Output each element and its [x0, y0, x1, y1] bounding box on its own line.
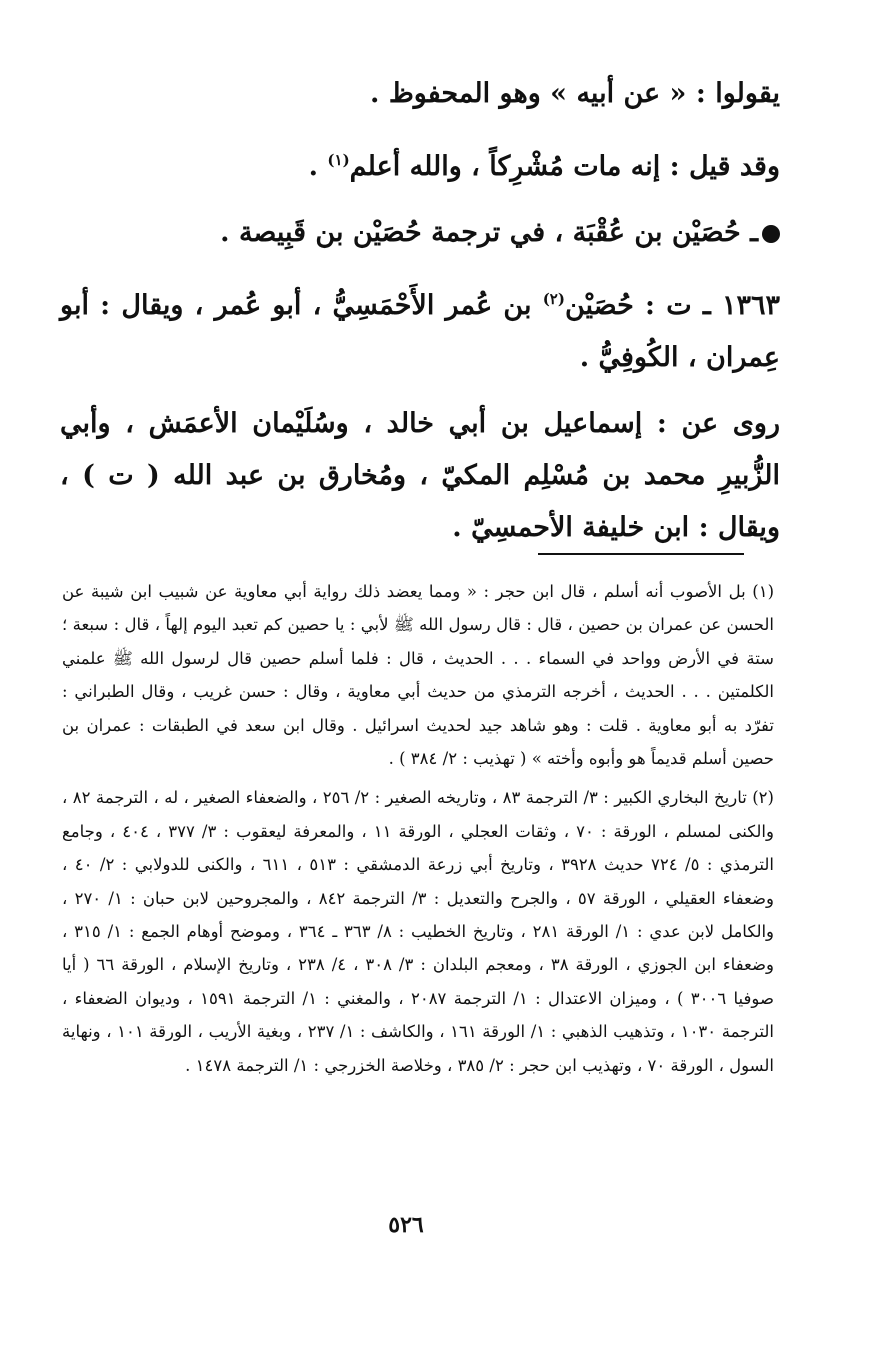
narrated-from-text: روى عن : إسماعيل بن أبي خالد ، وسُلَيْمان الأعمَش ، وأبي الزُّبيرِ محمد بن مُسْلِم المكيّ ، ومُخارق بن عبد الله ( ت ) ، ويقال : ابن خليفة الأحمسِيّ .: [60, 408, 780, 543]
entry-number: ١٣٦٣ ـ ت :: [633, 290, 780, 321]
entry-rest: بن عُمر الأَحْمَسِيُّ ، أبو عُمر ، ويقال : أبو عِمران ، الكُوفِيُّ .: [60, 290, 780, 373]
footnote-separator: [538, 553, 744, 555]
said-text: وقد قيل : إنه مات مُشْرِكاً ، والله أعلم: [349, 151, 780, 182]
continuation-text: يقولوا : « عن أبيه » وهو المحفوظ .: [370, 78, 780, 109]
biography-entry: [60, 273, 780, 384]
footnote-2: (٢) تاريخ البخاري الكبير : ٣/ الترجمة ٨٣ ، وتاريخه الصغير : ٢/ ٢٥٦ ، والضعفاء الصغير ، له ، الترجمة ٨٢ ، والكنى لمسلم ، الورقة : ٧٠ ، وثقات العجلي ، الورقة ١١ ، والمعرفة ليعقوب : ٣/ ٣٧٧ ، ٤٠٤ ، وجامع الترمذي : ٥/ ٧٢٤ حديث ٣٩٢٨ ، وتاريخ أبي زرعة الدمشقي : ٥١٣ ، ٦١١ ، والكنى للدولابي : ٢/ ٤٠ ، وضعفاء العقيلي ، الورقة ٥٧ ، والجرح والتعديل : ٣/ الترجمة ٨٤٢ ، والمجروحين لابن حبان : ١/ ٢٧٠ ، والكامل لابن عدي : ١/ الورقة ٢٨١ ، وتاريخ الخطيب : ٨/ ٣٦٣ ـ ٣٦٤ ، وموضح أوهام الجمع : ١/ ٣١٥ ، وضعفاء ابن الجوزي ، الورقة ٣٨ ، ومعجم البلدان : ٣/ ٣٠٨ ، ٤/ ٢٣٨ ، وتاريخ الإسلام ، الورقة ٦٦ ( أيا صوفيا ٣٠٠٦ ) ، وميزان الاعتدال : ١/ الترجمة ٢٠٨٧ ، والمغني : ١/ الترجمة ١٥٩١ ، وديوان الضعفاء ، الترجمة ١٠٣٠ ، وتذهيب الذهبي : ١/ الورقة ١٦١ ، والكاشف : ١/ ٢٣٧ ، وبغية الأريب ، الورقة ١٠١ ، ونهاية السول ، الورقة ٧٠ ، وتهذيب ابن حجر : ٢/ ٣٨٥ ، وخلاصة الخزرجي : ١/ الترجمة ١٤٧٨ .: [62, 788, 775, 1075]
narrated-from-paragraph: [60, 398, 780, 554]
main-text: [60, 68, 780, 554]
cross-reference-line: [60, 207, 780, 259]
said-line: [60, 134, 780, 193]
footnote-1: (١) بل الأصوب أنه أسلم ، قال ابن حجر : « ومما يعضد ذلك رواية أبي معاوية عن شبيب ابن شيبة عن الحسن عن عمران بن حصين ، قال : قال رسول الله ﷺ لأبي : يا حصين كم تعبد اليوم إلهاً ، قال : سبعة ؛ ستة في الأرض وواحد في السماء . . . الحديث ، قال : فلما أسلم حصين قال لرسول الله ﷺ علمني الكلمتين . . . الحديث ، أخرجه الترمذي من حديث أبي معاوية ، وقال : حسن غريب ، وقال الطبراني : تفرّد به أبو معاوية . قلت : وهو شاهد جيد لحديث اسرائيل . وقال ابن سعد في الطبقات : عمران بن حصين أسلم قديماً هو وأبوه وأخته » ( تهذيب : ٢/ ٣٨٤ ) .: [62, 582, 774, 769]
footnotes: [62, 575, 774, 1082]
footnote-ref-2: (٢): [542, 290, 565, 308]
footnote-ref-1: (١): [327, 151, 350, 169]
page-number: ٥٢٦: [388, 1212, 424, 1238]
said-end: .: [308, 151, 328, 182]
entry-name: حُصَيْن: [564, 290, 634, 321]
bullet-icon: [762, 225, 780, 243]
continuation-line: [60, 68, 780, 120]
cross-reference-text: ـ حُصَيْن بن عُقْبَة ، في ترجمة حُصَيْن بن قَبِيصة .: [220, 217, 758, 248]
